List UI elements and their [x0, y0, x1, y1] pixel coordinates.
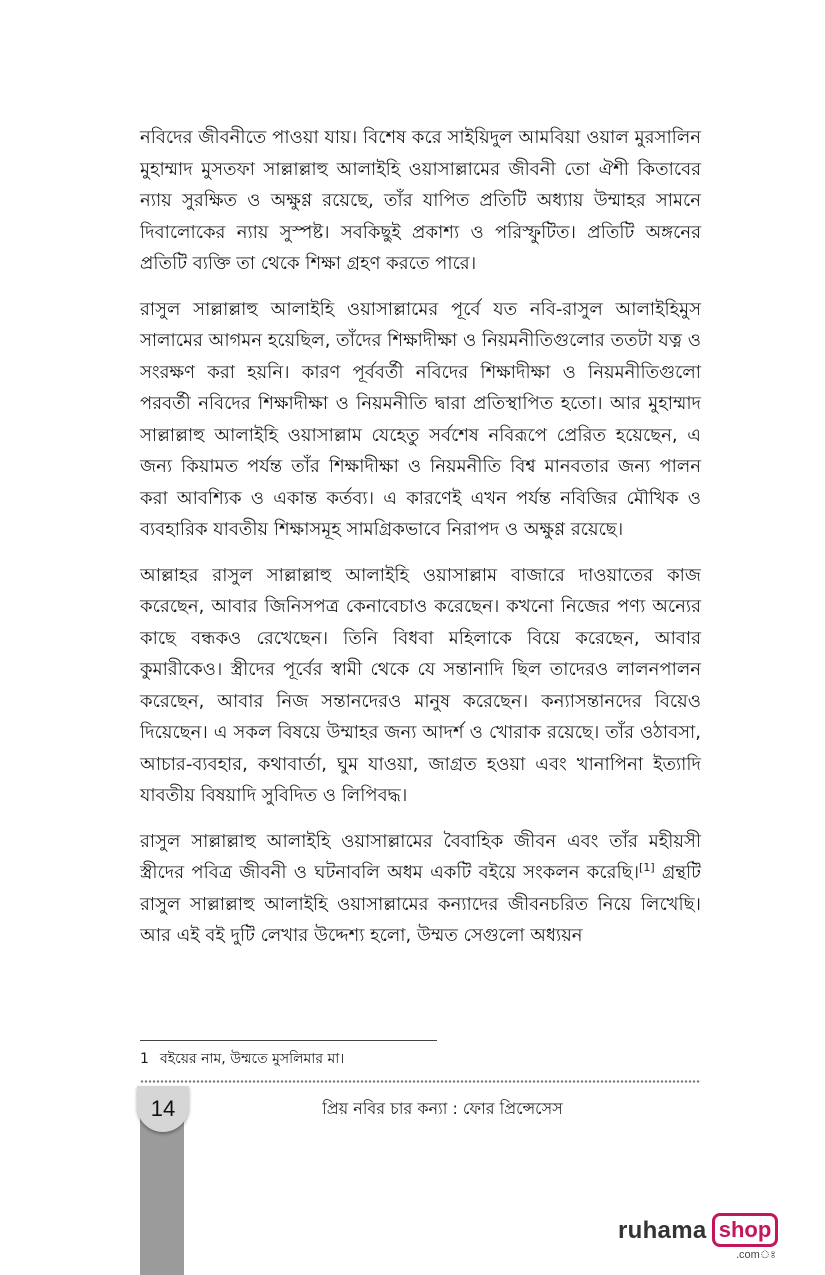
paragraph-2: রাসুল সাল্লাল্লাহু আলাইহি ওয়াসাল্লামের পূর্বে যত নবি-রাসুল আলাইহিমুস সালামের আগমন হয়েছিল, তাঁদের শিক্ষাদীক্ষা ও নিয়মনীতিগুলোর ততটা যত্ন ও সংরক্ষণ করা হয়নি। কারণ পূর্ববর্তী নবিদের শিক্ষাদীক্ষা ও নিয়মনীতিগুলো পরবর্তী নবিদের শিক্ষাদীক্ষা ও নিয়মনীতি দ্বারা প্রতিস্থাপিত হতো। আর মুহাম্মাদ সাল্লাল্লাহু আলাইহি ওয়াসাল্লাম যেহেতু সর্বশেষ নবিরূপে প্রেরিত হয়েছেন, এ জন্য কিয়ামত পর্যন্ত তাঁর শিক্ষাদীক্ষা ও নিয়মনীতি বিশ্ব মানবতার জন্য পালন করা আবশ্যিক ও একান্ত কর্তব্য। এ কারণেই এখন পর্যন্ত নবিজির মৌখিক ও ব্যবহারিক যাবতীয় শিক্ষাসমূহ সামগ্রিকভাবে নিরাপদ ও অক্ষুণ্ণ রয়েছে। — [140, 298, 701, 540]
paragraph-4 — [140, 826, 701, 952]
watermark-text-shop: shop — [712, 1213, 778, 1247]
footer-dotted-divider — [140, 1080, 701, 1083]
paragraph-1: নবিদের জীবনীতে পাওয়া যায়। বিশেষ করে সাইয়িদুল আমবিয়া ওয়াল মুরসালিন মুহাম্মাদ মুসতফা সাল্লাল্লাহু আলাইহি ওয়াসাল্লামের জীবনী তো ঐশী কিতাবের ন্যায় সুরক্ষিত ও অক্ষুণ্ণ রয়েছে, তাঁর যাপিত প্রতিটি অধ্যায় উম্মাহর সামনে দিবালোকের ন্যায় সুস্পষ্ট। সবকিছুই প্রকাশ্য ও পরিস্ফুটিত। প্রতিটি অঙ্গনের প্রতিটি ব্যক্তি তা থেকে শিক্ষা গ্রহণ করতে পারে। — [140, 127, 701, 274]
page-number: 14 — [150, 1096, 176, 1121]
paragraph-4-end: গ্রন্থটি রাসুল সাল্লাল্লাহু আলাইহি ওয়াসাল্লামের কন্যাদের জীবনচরিত নিয়ে লিখেছি। আর এই বই দুটি লেখার উদ্দেশ্য হলো, উম্মত সেগুলো অধ্যয়ন — [140, 862, 701, 946]
page-edge-bar — [140, 1112, 184, 1275]
footnote — [140, 1048, 344, 1070]
watermark-text-ruhama: ruhama — [618, 1217, 707, 1244]
paragraph-3: আল্লাহর রাসুল সাল্লাল্লাহু আলাইহি ওয়াসাল্লাম বাজারে দাওয়াতের কাজ করেছেন, আবার জিনিসপত্র কেনাবেচাও করেছেন। কখনো নিজের পণ্য অন্যের কাছে বন্ধকও রেখেছেন। তিনি বিধবা মহিলাকে বিয়ে করেছেন, আবার কুমারীকেও। স্ত্রীদের পূর্বের স্বামী থেকে যে সন্তানাদি ছিল তাদেরও লালনপালন করেছেন, আবার নিজ সন্তানদেরও মানুষ করেছেন। কন্যাসন্তানদের বিয়েও দিয়েছেন। এ সকল বিষয়ে উম্মাহর জন্য আদর্শ ও খোরাক রয়েছে। তাঁর ওঠাবসা, আচার-ব্যবহার, কথাবার্তা, ঘুম যাওয়া, জাগ্রত হওয়া এবং খানাপিনা ইত্যাদি যাবতীয় বিষয়াদি সুবিদিত ও লিপিবদ্ধ। — [140, 564, 701, 806]
footnote-number: 1 — [140, 1051, 149, 1067]
footnote-divider — [140, 1040, 437, 1041]
footnote-reference[interactable]: [1] — [639, 861, 655, 874]
body-text — [140, 122, 701, 966]
paragraph-4-start: রাসুল সাল্লাল্লাহু আলাইহি ওয়াসাল্লামের বৈবাহিক জীবন এবং তাঁর মহীয়সী স্ত্রীদের পবিত্র জীবনী ও ঘটনাবলি অধম একটি বইয়ে সংকলন করেছি। — [140, 830, 701, 883]
running-title: প্রিয় নবির চার কন্যা : ফোর প্রিন্সেসেস — [322, 1099, 563, 1118]
footnote-text: বইয়ের নাম, উম্মতে মুসলিমার মা। — [160, 1051, 345, 1067]
watermark-text-com: .comঃ — [736, 1249, 777, 1261]
